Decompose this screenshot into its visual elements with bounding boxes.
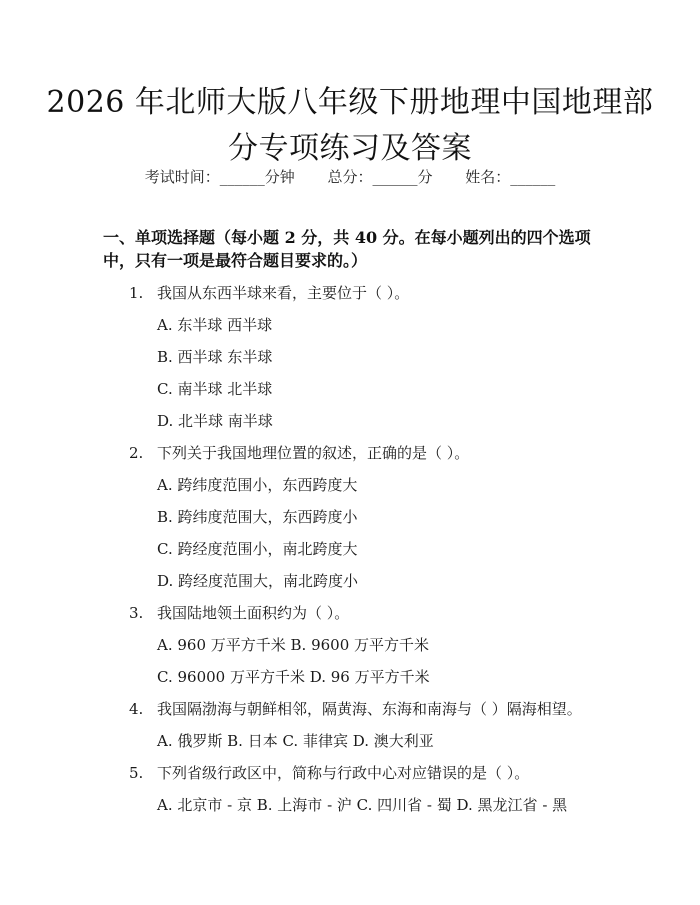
question-4-options: A. 俄罗斯 B. 日本 C. 菲律宾 D. 澳大利亚 bbox=[157, 732, 434, 750]
question-2-option-b: B. 跨纬度范围大，东西跨度小 bbox=[157, 508, 358, 526]
question-1-option-d: D. 北半球 南半球 bbox=[157, 412, 273, 430]
question-number: 1. bbox=[129, 284, 144, 302]
question-2-option-d: D. 跨经度范围大，南北跨度小 bbox=[157, 572, 359, 590]
question-2 bbox=[129, 442, 469, 463]
page-title bbox=[0, 80, 700, 172]
question-text: 我国隔渤海与朝鲜相邻，隔黄海、东海和南海与（ ）隔海相望。 bbox=[157, 700, 582, 718]
exam-info-line bbox=[0, 166, 700, 187]
question-3 bbox=[129, 602, 349, 623]
question-text: 我国陆地领土面积约为（ ）。 bbox=[157, 604, 350, 622]
question-text: 下列省级行政区中，简称与行政中心对应错误的是（ ）。 bbox=[157, 764, 530, 782]
question-1 bbox=[129, 282, 409, 303]
question-number: 4. bbox=[129, 700, 144, 718]
question-text: 下列关于我国地理位置的叙述，正确的是（ ）。 bbox=[157, 444, 470, 462]
student-name-field: 姓名：______ bbox=[465, 168, 556, 186]
question-3-options-cd: C. 96000 万平方千米 D. 96 万平方千米 bbox=[157, 668, 430, 686]
question-1-option-c: C. 南半球 北半球 bbox=[157, 380, 273, 398]
question-5 bbox=[129, 762, 529, 783]
question-1-option-b: B. 西半球 东半球 bbox=[157, 348, 273, 366]
question-number: 3. bbox=[129, 604, 144, 622]
title-line-1: 2026 年北师大版八年级下册地理中国地理部 bbox=[46, 85, 654, 120]
title-line-2: 分专项练习及答案 bbox=[228, 131, 472, 166]
question-4 bbox=[129, 698, 582, 719]
question-text: 我国从东西半球来看，主要位于（ ）。 bbox=[157, 284, 410, 302]
section-heading: 一、单项选择题（每小题 2 分，共 40 分。在每小题列出的四个选项中，只有一项是最符合题目要求的。） bbox=[103, 228, 591, 270]
exam-time-field: 考试时间：______分钟 bbox=[144, 168, 295, 186]
question-number: 2. bbox=[129, 444, 144, 462]
total-score-field: 总分：______分 bbox=[327, 168, 433, 186]
question-number: 5. bbox=[129, 764, 144, 782]
question-5-options: A. 北京市 - 京 B. 上海市 - 沪 C. 四川省 - 蜀 D. 黑龙江省 - 黑 bbox=[157, 796, 568, 814]
question-1-option-a: A. 东半球 西半球 bbox=[157, 316, 273, 334]
question-2-option-c: C. 跨经度范围小，南北跨度大 bbox=[157, 540, 358, 558]
question-2-option-a: A. 跨纬度范围小，东西跨度大 bbox=[157, 476, 358, 494]
question-3-options-ab: A. 960 万平方千米 B. 9600 万平方千米 bbox=[157, 636, 430, 654]
